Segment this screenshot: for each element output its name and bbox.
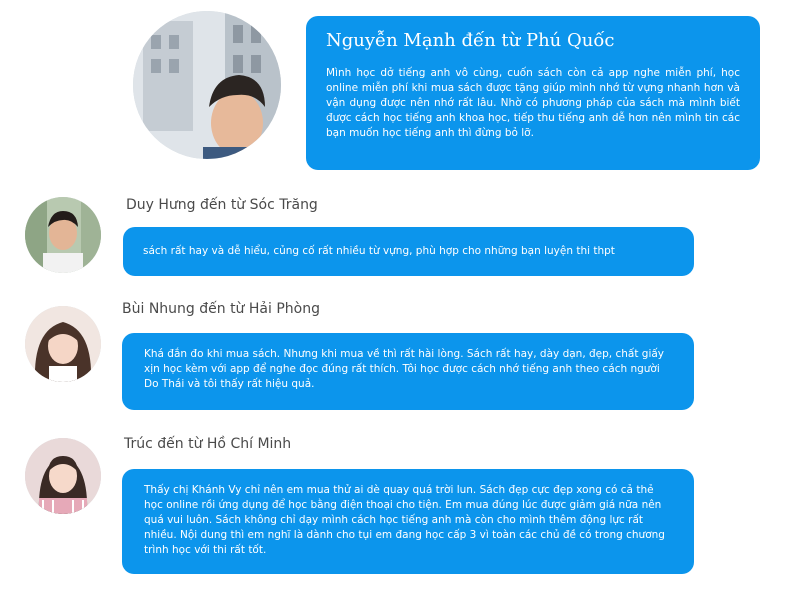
testimonial-bubble-nguyen-manh [306,16,760,170]
testimonial-bubble-truc [122,469,694,574]
testimonial-name-bui-nhung: Bùi Nhung đến từ Hải Phòng [122,301,320,317]
avatar-nguyen-manh [133,11,281,159]
testimonial-name-nguyen-manh: Nguyễn Mạnh đến từ Phú Quốc [326,30,615,51]
testimonial-name-truc: Trúc đến từ Hồ Chí Minh [124,436,292,452]
avatar-duy-hung [25,197,101,273]
testimonial-text-nguyen-manh: Mình học dở tiếng anh vô cùng, cuốn sách còn cả app nghe miễn phí, học online miễn phí khi mua sách được tặng giúp mình nhớ từ vựng nhanh hơn và vận dụng được nên nhớ rất lâu. Nhờ có phương pháp của sách mà mình biết được cách học tiếng anh khoa học, tiếp thu tiếng anh dễ hơn nên mình tin các bạn muốn học tiếng anh thì đừng bỏ lỡ. [326,67,740,139]
testimonial-text-bui-nhung: Khá đắn đo khi mua sách. Nhưng khi mua về thì rất hài lòng. Sách rất hay, dày dạn, đẹp, chất giấy xịn học kèm với app để nghe đọc đúng rất thích. Tôi học được cách nhớ tiếng anh theo cách người Do Thái và tôi thấy rất hiệu quả. [144,348,665,390]
testimonial-text-duy-hung: sách rất hay và dễ hiểu, củng cố rất nhiều từ vựng, phù hợp cho những bạn luyện thi thpt [143,245,615,257]
avatar-bui-nhung-image [25,306,101,382]
testimonial-bubble-bui-nhung [122,333,694,410]
avatar-truc [25,438,101,514]
testimonial-text-truc: Thấy chị Khánh Vy chỉ nên em mua thử ai dè quay quá trời lun. Sách đẹp cực đẹp xong có cả thẻ học online rồi ứng dụng để học bằng điện thoại cho tiện. Em mua đúng lúc được giảm giá nữa nên quá vui luôn. Sách không chỉ dạy mình cách học tiếng anh mà còn cho mình thêm động lực rất nhiều. Nội dung thì em nghĩ là dành cho tụi em đang học cấp 3 vì toàn các chủ đề có trong chương trình học với thi rất tốt. [144,484,665,556]
avatar-truc-image [25,438,101,514]
testimonial-name-duy-hung: Duy Hưng đến từ Sóc Trăng [126,197,318,213]
avatar-bui-nhung [25,306,101,382]
avatar-nguyen-manh-image [133,11,281,159]
avatar-duy-hung-image [25,197,101,273]
testimonial-bubble-duy-hung [123,227,694,276]
